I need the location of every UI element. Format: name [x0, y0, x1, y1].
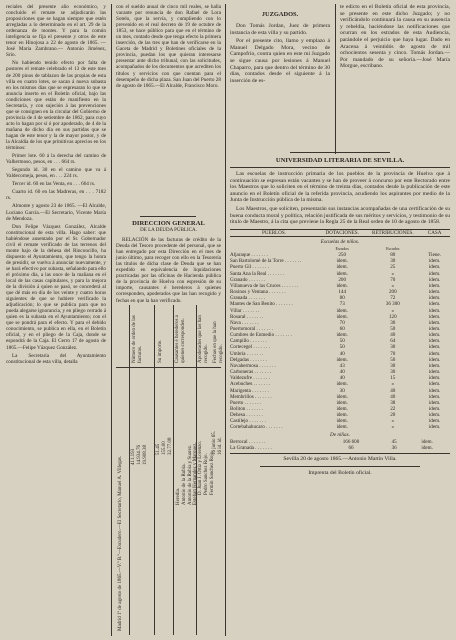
paragraph: La Secretaría del Ayuntamiento constitucional de esta villa, detalla [6, 352, 106, 365]
table-cell: » [391, 270, 395, 277]
column-header: CASA [427, 229, 442, 236]
imprint: Imprenta del Boletín oficial. [308, 470, 372, 476]
unit-label: Escudos [386, 245, 400, 251]
table-cell: idem. [428, 356, 441, 363]
table-cell: idem. [428, 313, 441, 320]
table-cell: idem. [336, 270, 348, 277]
subsection-title: Escuelas de niños. [320, 238, 360, 245]
table-cell: idem. [336, 393, 348, 400]
table-cell: 30 [339, 387, 345, 394]
lot-item: Tercer id. 60 en las Venta, en . . . 664 rs. [12, 181, 96, 188]
table-cell: 70 [339, 319, 345, 326]
table-cell: idem. [428, 325, 441, 332]
table-cell: idem. [421, 444, 433, 451]
table-cell: 66 [348, 444, 354, 451]
paragraph: reciales del presente año económico, y concluido el remate se adjudicarán las proposiciones que se hagan siempre que estén arregladas a lo determinado en el art. 29 de la ordenanza de montes. Y para la común inteligencia se fija el presente y otros de este tenor en Hinojosa a 22 de agosto de 1865. —José María Zambrano.— Antonio Jiménez, Srio. [6, 4, 106, 59]
table-cell: idem. [428, 399, 441, 406]
table-row [230, 445, 450, 451]
paragraph: RELACIÓN de las facturas de crédito de la Deuda del Tesoro procedente del personal, que se han entregado por esta Dirección en el mes de junio último, para recoger con ello en la Tesorería las títulos de dicha clase de Deuda que se han expedido en equivalencia de liquidaciones practicadas por las oficinas de Hacienda pública de la provincia de Huelva con espresión de su importe, causantes é herederos á quienes corresponden, apoderados que las han recogido y fechas en que la han verificado. [116, 237, 221, 304]
table-cell: idem. [428, 424, 441, 431]
table-cell: Cortecegel . . . . . . . [230, 344, 270, 351]
table-cell: idem. [428, 369, 441, 376]
table-cell: Aljaraque . . . . . . . [230, 252, 268, 259]
table-cell: idem. [428, 344, 441, 351]
number-column [131, 445, 148, 465]
table-cell: 70 [390, 350, 396, 357]
table-cell: 250 [338, 252, 347, 259]
university-section [230, 156, 450, 636]
column-header: PUEBLOS. [262, 229, 286, 236]
column-divider [225, 4, 226, 636]
vacancies-table [230, 229, 450, 237]
cell: 51.45 [156, 443, 161, 455]
cell: Heredia. [176, 487, 181, 505]
table-cell: Umbría . . . . . . . [230, 350, 264, 357]
table-cell: Puerto . . . . . . . [230, 399, 262, 406]
table-cell: idem. [336, 282, 348, 289]
paragraph: Por el presente cito, llamo y emplazo á Manuel Delgado Mora, vecino de Campofrío, contra quien en este mi Juzgado se sigue causa por lesiones á Manuel Chaparro, para que dentro del término de 30 días, contados desde el siguiente á la inserción de es- [230, 38, 330, 84]
paragraph: Almonte y agosto 23 de 1865. —El Alcalde, Luciano García.—El Secretario, Vicente María de Mendoza. [6, 203, 106, 222]
cell: 155.00 [161, 441, 167, 455]
column-header: Apoderados que las han recogido. [198, 315, 209, 363]
table-cell: » [391, 424, 395, 431]
cell: D. Juan J. Ortiz y Lorenzo. [198, 440, 203, 495]
paragraph: con el sueldo anual de cinco mil reales, se halla vacante por renuncia de don Rafael de Lora Sotelo, que la servía, y cumpliendo con lo prevenido en el real decreto de 19 de octubre de 1853, se hace público para que en el término de un mes, contado desde que tenga efecto la primera inserción, de las tres que han de verificarse en la Gaceta de Madrid y Boletines oficiales de la provincia, puedan los que quieran interesarse presentar ante dicho tribunal, con las solicitudes, acompañados de los documentos que acrediten los títulos y servicios con que cuentan para el desempeño de dicha plaza. San Juan del Puerto 28 de agosto de 1865.—El Alcalde, Francisco Moro. [116, 4, 221, 89]
table-cell: idem. [336, 258, 348, 265]
table-cell: Valdezufre . . . . . . . [230, 375, 270, 382]
table-cell: Puertomoral . . . . . . . [230, 325, 274, 332]
section-rule [140, 216, 196, 217]
section-heading: UNIVERSIDAD LITERARIA DE SEVILLA. [275, 157, 405, 164]
cell: 16 junio 65. [212, 430, 217, 455]
table-cell: idem. [428, 362, 441, 369]
table-cell: 200 [388, 289, 397, 296]
table-cell: idem. [428, 412, 441, 419]
table-cell: 36 [391, 444, 397, 451]
cell: 411.193 [131, 448, 136, 465]
schools-table-girls [230, 439, 450, 451]
causantes-column [176, 442, 199, 505]
table-cell: idem. [428, 332, 441, 339]
table-cell: 64 [390, 338, 396, 345]
paragraph: Don Tomás Jordan, Juez de primera instancia de esta villa y su partido. [230, 23, 330, 36]
table-cell: idem. [428, 375, 441, 382]
section-heading: DIRECCION GENERAL [132, 220, 205, 227]
table-cell: idem. [336, 313, 348, 320]
table-cell: Boliton . . . . . . . [230, 406, 264, 413]
table-cell: idem. [428, 264, 441, 271]
table-row [230, 424, 450, 430]
table-cell: 30 [390, 369, 396, 376]
table-cell: » [391, 282, 395, 289]
unit-label: Escudos [335, 245, 349, 251]
table-cell: 50 [390, 325, 396, 332]
table-cell: idem. [428, 258, 441, 265]
table-cell: 120 [388, 313, 397, 320]
amount-column [156, 438, 173, 456]
table-cell: idem. [336, 399, 348, 406]
cell: Pedro Sanchez Rojo. [203, 453, 209, 495]
table-cell: idem. [428, 406, 441, 413]
table-cell: idem. [428, 301, 441, 308]
table-cell: idem. [336, 406, 348, 413]
table-cell: idem. [336, 307, 348, 314]
table-cell: idem. [428, 381, 441, 388]
section-heading: JUZGADOS. [261, 11, 299, 18]
table-cell: Campillo . . . . . . . [230, 338, 267, 345]
table-cell: Nava . . . . . . . [230, 319, 259, 326]
table-cell: 166 600 [342, 438, 360, 445]
column-header: Número de orden de las facturas. [132, 315, 143, 363]
cell: 14.934.76 [136, 445, 142, 465]
table-cell: Puerto Gil . . . . . . . [230, 264, 269, 271]
fechas-column [212, 431, 224, 455]
table-cell: Santa Ana la Real . . . . . . . [230, 270, 285, 277]
cell: Fermin Sanchez Rojo. [209, 450, 215, 495]
lot-item: Primer lote. 60 á la derecha del camino de Valhermoso, pesos, en . . . 664 rs. [6, 153, 106, 166]
table-cell: idem. [428, 418, 441, 425]
table-cell: Acebuches . . . . . . . [230, 381, 271, 388]
table-cell: idem. [428, 387, 441, 394]
table-cell: idem. [336, 264, 348, 271]
column-header: Causantes é herederos a quienes corresponden. [175, 315, 186, 363]
table-cell: idem. [336, 424, 348, 431]
table-cell: 72 [390, 295, 396, 302]
table-cell: idem. [336, 332, 348, 339]
table-cell: 40 [390, 393, 396, 400]
column-header: Su importe. [158, 339, 163, 363]
table-cell: 30 [390, 319, 396, 326]
table-cell: Castilejo . . . . . . . [230, 418, 266, 425]
table-rule [129, 305, 130, 635]
paragraph: te edicto en el Boletín oficial de esta provincia, se presente en este dicho Juzgado; y no verificándolo continuará la causa en su ausencia y rebeldía, haciéndose las notificaciones que ocurran en los estrados de esta Audiencia, parándole el perjuicio que haya lugar. Dado en Aracena á veintidós de agosto de mil ochocientos sesenta y cinco. Tomás Jordan.—Por mandado de su señoría.—José María Morgue, escribano. [340, 4, 450, 70]
table-cell: idem. [428, 282, 441, 289]
table-cell: Rosinos y Ventana . . . . . . . [230, 289, 286, 296]
table-cell: 80 [339, 295, 345, 302]
table-cell: Delgadas . . . . . . . [230, 356, 267, 363]
table-cell: 40 [390, 332, 396, 339]
table-rule [173, 305, 174, 635]
table-rule [154, 305, 155, 635]
table-cell: idem. [428, 276, 441, 283]
table-cell: idem. [428, 289, 441, 296]
subsection-title: De niñas. [330, 431, 350, 438]
table-cell: San Bartolomé de la Torre . . . . . . . [230, 258, 302, 265]
table-cell: idem. [336, 418, 348, 425]
table-cell: Granada . . . . . . . [230, 295, 266, 302]
cell: 32.77.08 [167, 437, 173, 455]
table-cell: Villanueva de las Cruces . . . . . . . [230, 282, 299, 289]
table-cell: idem. [336, 381, 348, 388]
column-divider [335, 4, 336, 154]
schools-table [230, 246, 450, 431]
table-cell: 20 [390, 412, 396, 419]
column-3 [230, 4, 330, 154]
table-cell: 70 [390, 276, 396, 283]
table-cell: idem. [428, 307, 441, 314]
section-rule [290, 152, 390, 153]
section-subheading: DE LA DEUDA PÚBLICA. [140, 228, 197, 233]
table-cell: 200 [338, 276, 347, 283]
rotated-table [116, 305, 224, 635]
deuda-section [116, 220, 221, 304]
table-cell: 15 [390, 375, 396, 382]
paragraph: Don Felipe Vázquez González, Alcalde constitucional de esta villa. Hago saber: que habiéndose ausentado por el Sr. Gobernador civil el remate verificado de las terrenos del monte bajo de la dehesa del Rinconcillo, ha dispuesto el Ayuntamiento, que tengo la honra de presidir, se vuelva á anunciar nuevamente, y se hará efectivo por subasta, señalando para ello el próximo día, a las once de la mañana en el local de las casas capitulares, y para la mejora de la división á quien se pasó, se concederá al que dé más en día de los veinte y cuatro horas siguientes de que se hubiere verificado la adjudicación; lo que se publica para que no pueda alegarse ignorancia, y en pliego cerrado á quien es la subasta en el Ayuntamiento; con el que se pondrá para el efecto. Y para el debido conocimiento, se publica en ella, en el Boletín oficial, y en el pliego de la Caja, donde se espondrá de la Caja. El Cerro 17 de agosto de 1865.—Felipe Vázquez González. [6, 223, 106, 351]
table-cell: Membrillos . . . . . . . [230, 393, 272, 400]
signature-line: Madrid 1º de agosto de 1865.—V.º B.º—Escudero.—El Secretario, Manuel A. Villegas. [118, 455, 123, 631]
table-cell: 73 [339, 301, 345, 308]
column-4 [340, 4, 450, 154]
table-cell: Cumbres de Enmedio . . . . . . . [230, 332, 292, 339]
table-cell: 40 [339, 369, 345, 376]
table-cell: » [391, 307, 395, 314]
table-cell: 38 [390, 399, 396, 406]
table-cell: 50 [390, 356, 396, 363]
table-cell: La Granada . . . . . . . [230, 444, 272, 451]
table-cell: 50 [339, 338, 345, 345]
column-header: DOTACIONES. [325, 229, 359, 236]
table-cell: 50 [339, 344, 345, 351]
table-cell: idem. [336, 356, 348, 363]
column-1 [6, 4, 106, 636]
table-cell: Berrocal . . . . . . . [230, 438, 266, 445]
table-cell: 60 [339, 325, 345, 332]
table-cell: idem. [428, 393, 441, 400]
table-cell: 144 [338, 289, 347, 296]
table-cell: idem. [421, 438, 433, 445]
cell: Esteban Hernandez y Marquez. [193, 442, 199, 505]
table-cell: 30 [390, 258, 396, 265]
table-cell: 30 [390, 362, 396, 369]
table-cell: Mantes de San Benito . . . . . . . [230, 301, 293, 308]
lot-item: Segundo id. 30 en el camino que va á Valdecorneja, pesos, en . . . 224 rs. [6, 167, 106, 180]
cell: 16 id. id. [217, 437, 223, 455]
table-cell: Carboneras . . . . . . . [230, 369, 272, 376]
table-cell: 45 [391, 438, 397, 445]
table-cell: 40 [339, 350, 345, 357]
table-rule [116, 367, 221, 368]
table-cell: 36 300 [385, 301, 400, 308]
table-cell: idem. [428, 338, 441, 345]
table-cell: Granado . . . . . . . [230, 276, 266, 283]
cell: Antonio de la Rubia y Suarez. [187, 444, 193, 505]
table-cell: Tiene. [428, 252, 441, 259]
table-cell: 30 [390, 344, 396, 351]
paragraph: No habiendo tenido efecto por falta de postores el remate celebrado el 13 de este mes de 200 pinos de tablazon de las propias de esta villa en cuatro lotes, se sacan á nueva subasta en los mismos días que se espresaran lo que se anuncia inserto en el Boletín oficial, bajo las condiciones que están de manifiesto en la Secretaría, y con sujeción á las prevenciones que se consignen en la circular del Gobierno de provincia de 4 de setiembre de 1862, para cuyo acto lo hagan por sí ó por apoderado, de 4 de la mañana de dicho día en sus partidas que se hagan de este tenor y la de mayor postor, y de la Alcaldía de los que primitivas aprecios en los términos: [6, 60, 106, 152]
column-header: Fechas en que la han recogido. [213, 321, 224, 363]
cell: 19.908.38 [142, 445, 148, 465]
table-cell: 40 [339, 375, 345, 382]
table-cell: 40 [390, 387, 396, 394]
table-cell: Villar . . . . . . . [230, 307, 260, 314]
table-cell: idem. [428, 319, 441, 326]
table-cell: Navahermosa . . . . . . . [230, 362, 276, 369]
table-cell: Dehesa . . . . . . . [230, 412, 263, 419]
table-cell: idem. [428, 295, 441, 302]
table-cell: » [391, 381, 395, 388]
table-cell: idem. [336, 412, 348, 419]
column-header: RETRIBUCIONES. [372, 229, 414, 236]
table-cell: 43 [339, 362, 345, 369]
table-cell: 80 [390, 252, 396, 259]
table-cell: idem. [428, 270, 441, 277]
paragraph: Los Maestros, que soliciten, presentarán sus instancias acompañadas de una certificación de su buena conducta moral y política, relación justificada de sus méritos y servicios, y testimonio de su título de Maestro, á la cita que previene la Regla 25 de la Real orden de 10 de agosto de 1858. [230, 205, 450, 226]
lot-item: Cuarto id. 60 en las Madreras, en . . . 7182 rs. [6, 189, 106, 202]
table-cell: Marigenta . . . . . . . [230, 387, 269, 394]
table-cell: 25 [390, 264, 396, 271]
column-2 [116, 4, 221, 216]
signature: Sevilla 20 de agosto 1865.—Antonio Martín Villa. [283, 456, 397, 462]
table-cell: 22 [390, 406, 396, 413]
column-divider [111, 4, 112, 636]
cell: Antonio de la Rubia. [181, 463, 187, 505]
table-cell: » [391, 418, 395, 425]
table-cell: Cortebahahucaro . . . . . . . [230, 424, 283, 431]
table-cell: Rosaral . . . . . . . [230, 313, 264, 320]
paragraph: Las escuelas de instrucción primaria de los pueblos de la provincia de Huelva que á continuación se espresan están vacantes y se han de proveer á concurso por este Rectorado entre los Maestros que lo soliciten en el término de treinta días, contados desde la publicación de este anuncio en el Boletín oficial de la referida provincia, acudiendo los aspirantes por medio de la Junta de Instrucción pública de la misma. [230, 171, 450, 204]
table-cell: idem. [428, 350, 441, 357]
